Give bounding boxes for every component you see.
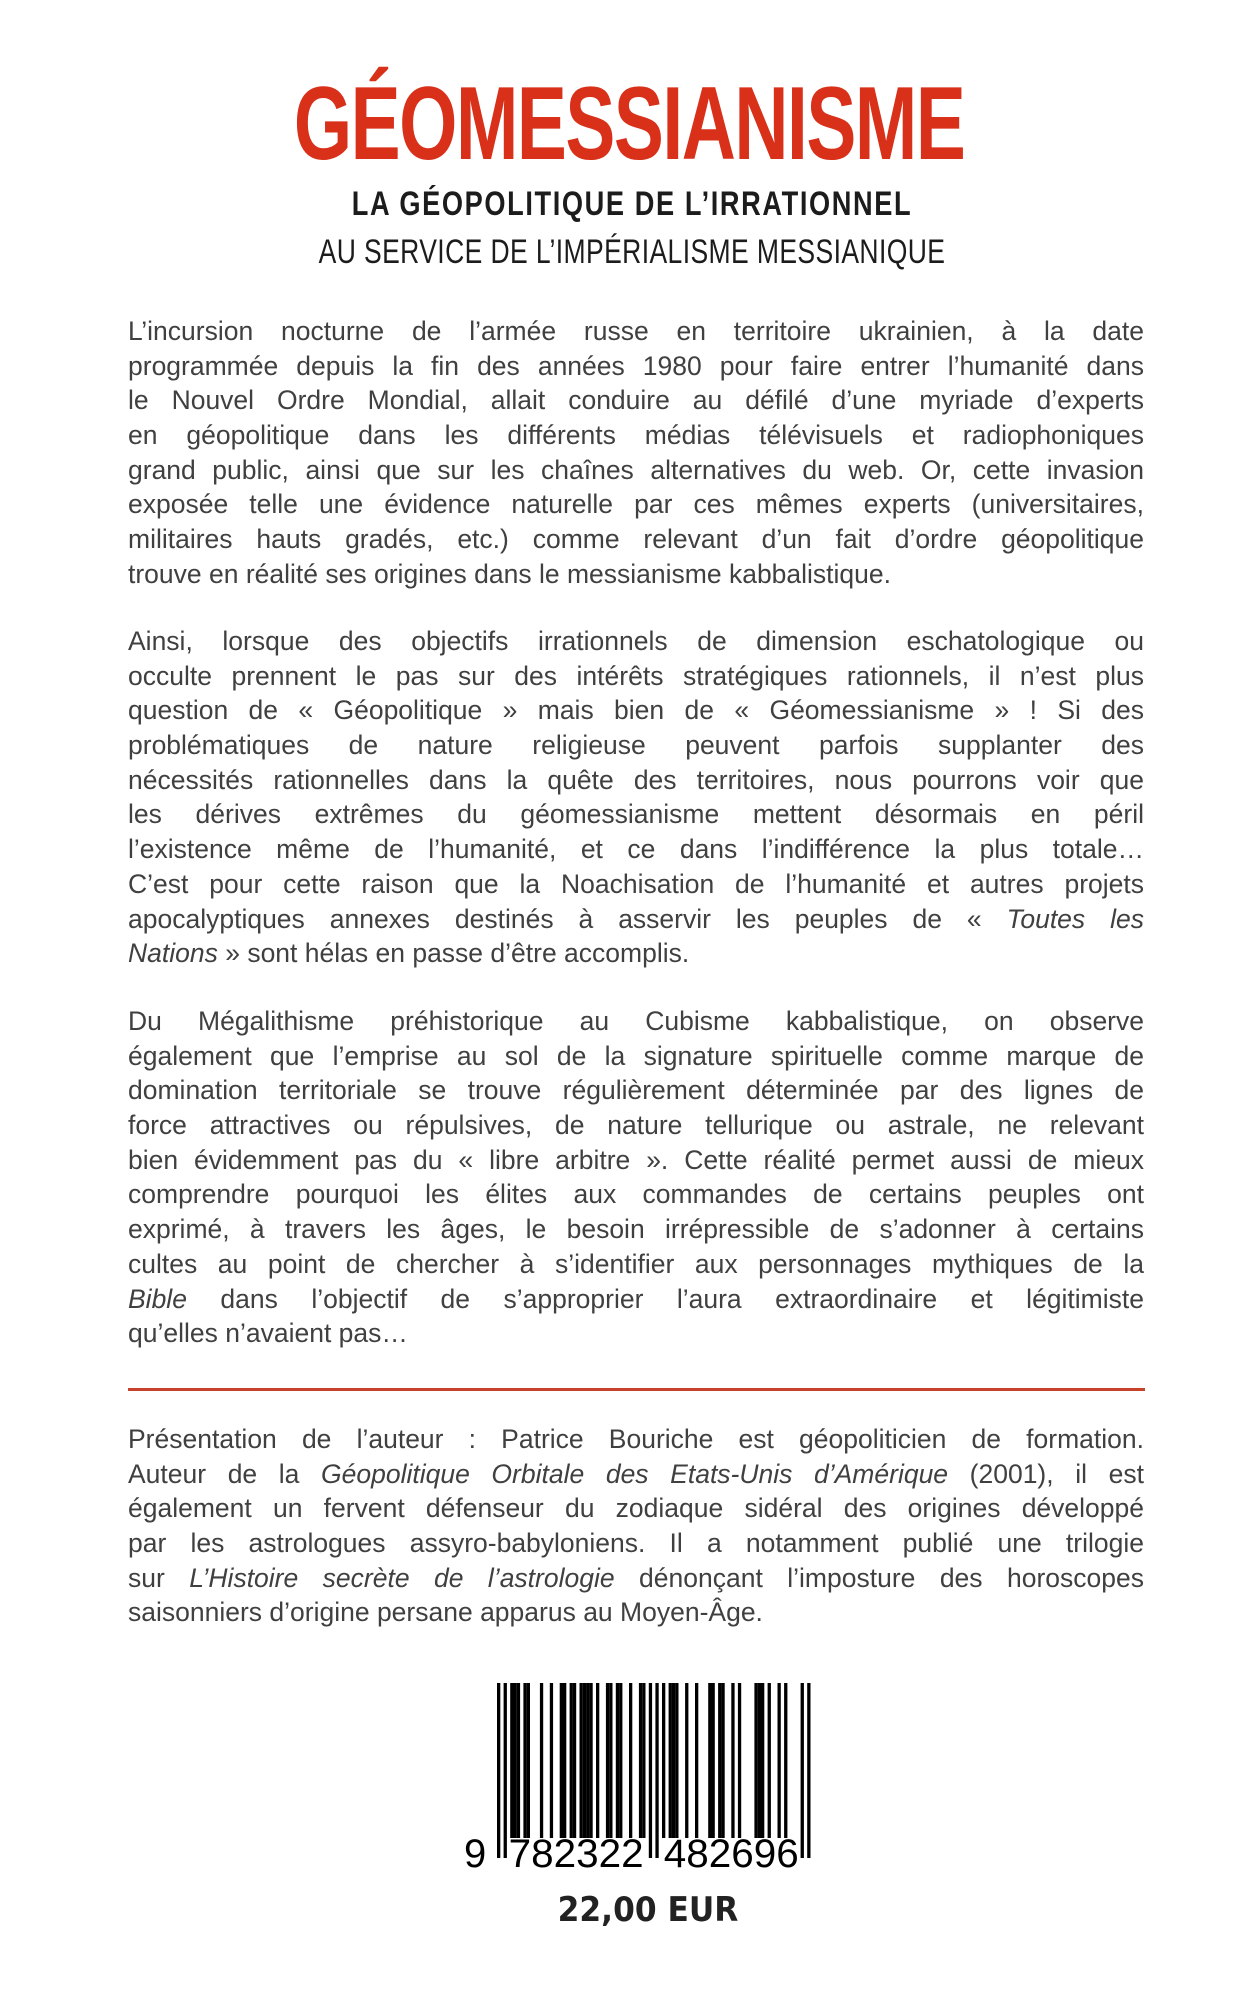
blurb-paragraph-2 — [128, 624, 1144, 971]
text-line: occulte prennent le pas sur des intérêts stratégiques rationnels, il n’est plus — [128, 660, 1144, 691]
text-line: L’incursion nocturne de l’armée russe en territoire ukrainien, à la date — [128, 316, 1144, 346]
text-line: les dérives extrêmes du géomessianisme mettent désormais en péril — [128, 799, 1144, 830]
text-line: qu’elles n’avaient pas… — [128, 1318, 408, 1349]
blurb-paragraph-3 — [128, 1004, 1144, 1351]
text-line: l’existence même de l’humanité, et ce dans l’indifférence la plus totale… — [128, 834, 1144, 865]
book-title: GÉOMESSIANISME — [293, 66, 965, 182]
text-line: problématiques de nature religieuse peuvent parfois supplanter des — [128, 730, 1144, 761]
text-line: Du Mégalithisme préhistorique au Cubisme kabbalistique, on observe — [128, 1006, 1144, 1036]
text-line: le Nouvel Ordre Mondial, allait conduire au défilé d’une myriade d’experts — [128, 385, 1144, 416]
text-line: trouve en réalité ses origines dans le messianisme kabbalistique. — [128, 558, 892, 589]
text-line: en géopolitique dans les différents médias télévisuels et radiophoniques — [128, 420, 1144, 451]
text-line: Présentation de l’auteur : Patrice Bouriche est géopoliticien de formation. — [128, 1424, 1144, 1454]
text-line: programmée depuis la fin des années 1980 pour faire entrer l’humanité dans — [128, 350, 1144, 381]
text-line: apocalyptiques annexes destinés à asservir les peuples de « Toutes les — [128, 903, 1144, 934]
text-line: Bible dans l’objectif de s’approprier l’aura extraordinaire et légitimiste — [128, 1283, 1144, 1314]
text-line: également un fervent défenseur du zodiaque sidéral des origines développé — [128, 1493, 1144, 1524]
subtitle-line-1: LA GÉOPOLITIQUE DE L’IRRATIONNEL — [351, 185, 913, 223]
text-line: Auteur de la Géopolitique Orbitale des Etats-Unis d’Amérique (2001), il est — [128, 1458, 1144, 1489]
text-line: domination territoriale se trouve régulièrement déterminée par des lignes de — [128, 1075, 1144, 1106]
text-line: militaires hauts gradés, etc.) comme relevant d’un fait d’ordre géopolitique — [128, 524, 1144, 555]
text-line: bien évidemment pas du « libre arbitre ». Cette réalité permet aussi de mieux — [128, 1144, 1144, 1175]
price-label: 22,00 EUR — [557, 1890, 739, 1930]
author-bio-paragraph — [128, 1422, 1144, 1630]
blurb-paragraph-1 — [128, 314, 1144, 592]
text-line: C’est pour cette raison que la Noachisation de l’humanité et autres projets — [128, 868, 1144, 899]
text-line: sur L’Histoire secrète de l’astrologie dénonçant l’imposture des horoscopes — [128, 1562, 1144, 1593]
svg-text:9: 9 — [464, 1832, 487, 1876]
section-divider — [128, 1388, 1145, 1391]
text-line: par les astrologues assyro-babyloniens. Il a notamment publié une trilogie — [128, 1528, 1144, 1559]
svg-text:482696: 482696 — [663, 1832, 799, 1876]
text-line: exposée telle une évidence naturelle par ces mêmes experts (universitaires, — [128, 489, 1144, 520]
text-line: comprendre pourquoi les élites aux commandes de certains peuples ont — [128, 1179, 1144, 1210]
barcode-graphic — [460, 1680, 820, 1880]
text-line: saisonniers d’origine persane apparus au Moyen-Âge. — [128, 1597, 763, 1628]
text-line: grand public, ainsi que sur les chaînes alternatives du web. Or, cette invasion — [128, 454, 1144, 485]
text-line: force attractives ou répulsives, de nature tellurique ou astrale, ne relevant — [128, 1110, 1144, 1141]
text-line: Ainsi, lorsque des objectifs irrationnels de dimension eschatologique ou — [128, 626, 1144, 656]
subtitle-line-2: AU SERVICE DE L’IMPÉRIALISME MESSIANIQUE — [318, 233, 946, 271]
text-line: question de « Géopolitique » mais bien de « Géomessianisme » ! Si des — [128, 695, 1144, 726]
isbn-barcode — [460, 1680, 820, 1880]
text-line: exprimé, à travers les âges, le besoin irrépressible de s’adonner à certains — [128, 1214, 1144, 1245]
text-line: également que l’emprise au sol de la signature spirituelle comme marque de — [128, 1040, 1144, 1071]
svg-text:782322: 782322 — [508, 1832, 644, 1876]
text-line: nécessités rationnelles dans la quête des territoires, nous pourrons voir que — [128, 764, 1144, 795]
text-line: Nations » sont hélas en passe d’être accomplis. — [128, 938, 690, 969]
text-line: cultes au point de chercher à s’identifier aux personnages mythiques de la — [128, 1248, 1144, 1279]
